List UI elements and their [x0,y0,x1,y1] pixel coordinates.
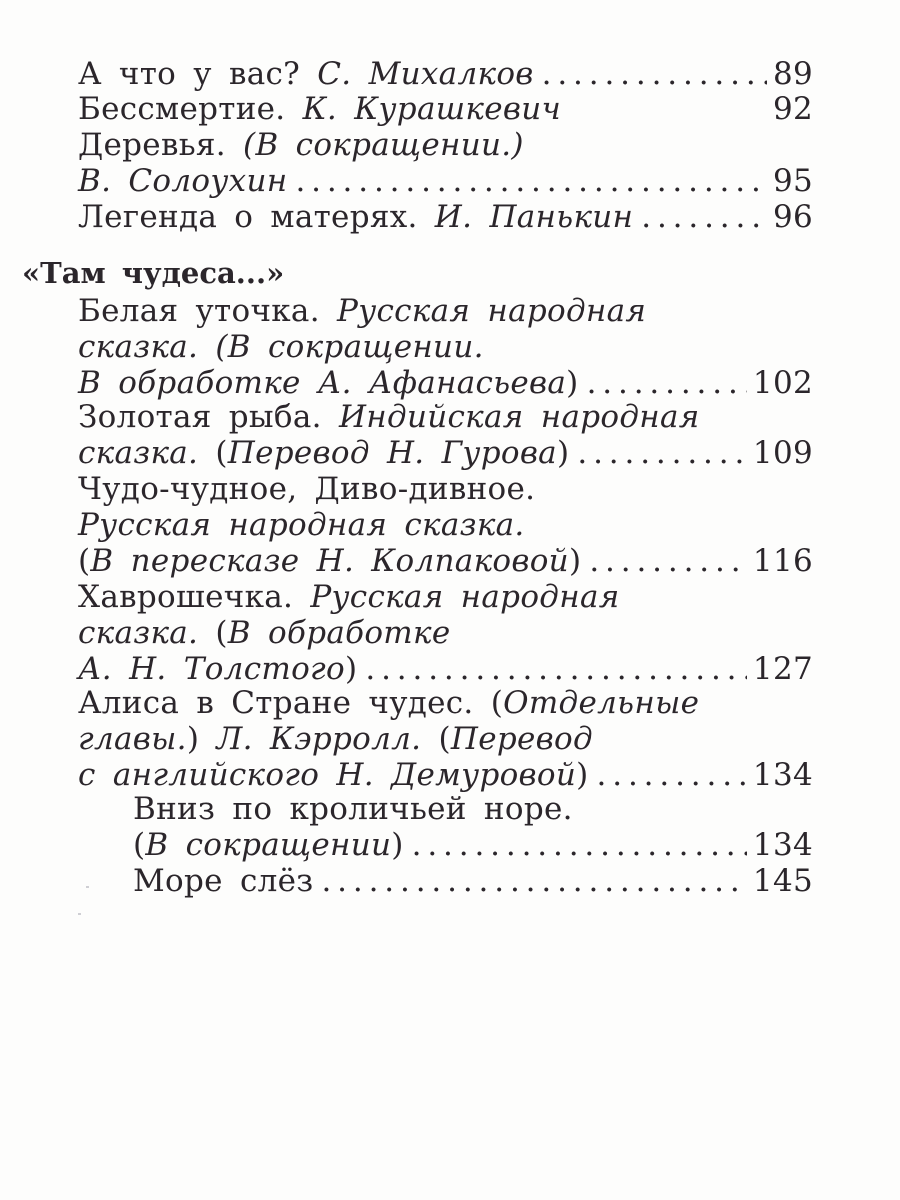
dot-leader [365,651,747,687]
toc-entry-continuation [78,651,813,687]
toc-entry [78,579,620,615]
subentry-title: Море слёз [133,863,314,899]
entry-source: Русская народная [337,293,647,329]
entry-title: Легенда о матерях. [78,199,418,235]
dot-leader [321,863,746,899]
page-number: 102 [752,365,813,401]
dot-leader [587,365,747,401]
entry-source: Индийская народная [338,399,700,435]
paren: ( [133,827,146,863]
entry-source: А. Н. Толстого [78,651,345,687]
paren: ( [78,543,91,579]
dot-leader [542,56,767,92]
entry-source-line [78,721,593,757]
page-number: 96 [772,199,813,235]
page-number: 134 [752,827,813,863]
toc-entry-continuation [78,163,813,199]
toc-subentry [133,863,813,899]
page-number: 127 [752,651,813,687]
entry-source: сказка. [78,615,199,651]
paren: ( [215,435,228,471]
paren: ) [186,721,200,757]
entry-title: Белая уточка. [78,293,320,329]
dot-leader [597,757,747,793]
toc-entry [78,91,813,127]
entry-source: Русская народная [310,579,620,615]
paren: ) [566,365,579,401]
toc-entry-continuation [78,435,813,471]
toc-subentry-continuation [133,827,813,863]
paren: ) [344,651,358,687]
entry-title: Алиса в Стране чудес. [78,685,474,721]
entry-source: сказка. [78,435,199,471]
entry-title: Деревья. [78,127,226,163]
entry-source: В пересказе Н. Колпаковой [90,543,569,579]
entry-translator: Перевод [450,721,593,757]
entry-title: А что у вас? [78,56,301,92]
entry-note: (В сокращении.) [243,127,524,163]
paren: ) [568,543,582,579]
entry-title: Хаврошечка. [78,579,294,615]
paper-speck [78,913,81,915]
entry-author: Л. Кэрролл. [216,721,422,757]
paren: ( [490,685,504,721]
toc-entry [78,56,813,92]
toc-entry [78,399,700,435]
page-number: 145 [752,863,813,899]
paren: ) [556,435,570,471]
page-number: 134 [752,757,813,793]
toc-entry-continuation [78,543,813,579]
entry-title: Золотая рыба. [78,399,322,435]
paren: ( [438,721,451,757]
paper-speck [86,886,89,888]
page-number: 116 [752,543,813,579]
entry-source-line: Русская народная сказка. [78,507,525,543]
entry-translator: с английского Н. Демуровой [78,757,577,793]
entry-source-line: сказка. (В сокращении. [78,329,484,365]
dot-leader [412,827,747,863]
paren: ( [215,615,228,651]
toc-entry [78,471,535,507]
toc-entry [78,127,524,163]
page-number: 92 [772,91,813,127]
toc-subentry [133,791,573,827]
paren: ) [391,827,404,863]
page-number: 109 [752,435,813,471]
entry-author: И. Панькин [434,199,634,235]
toc-entry-continuation [78,365,813,401]
entry-author: В. Солоухин [78,163,288,199]
dot-leader [577,435,747,471]
paren: ) [576,757,589,793]
entry-note: В сокращении [145,827,392,863]
section-heading: «Там чудеса...» [22,256,285,290]
entry-translator: Перевод Н. Гурова [227,435,557,471]
entry-note: Отдельные [503,685,700,721]
entry-source-line [78,615,450,651]
entry-source: В обработке [227,615,451,651]
entry-author: К. Курашкевич [302,91,562,127]
page-number: 89 [772,56,813,92]
subentry-title: Вниз по кроличьей норе. [133,791,573,827]
entry-source: В обработке А. Афанасьева [78,365,567,401]
toc-entry-continuation [78,757,813,793]
entry-title: Чудо-чудное, Диво-дивное. [78,471,536,507]
toc-entry [78,199,813,235]
dot-leader [641,199,767,235]
toc-entry [78,685,699,721]
dot-leader [295,163,767,199]
dot-leader [589,543,747,579]
entry-author: С. Михалков [317,56,534,92]
page-number: 95 [772,163,813,199]
entry-title: Бессмертие. [78,91,286,127]
toc-entry [78,293,646,329]
entry-note: главы. [78,721,187,757]
